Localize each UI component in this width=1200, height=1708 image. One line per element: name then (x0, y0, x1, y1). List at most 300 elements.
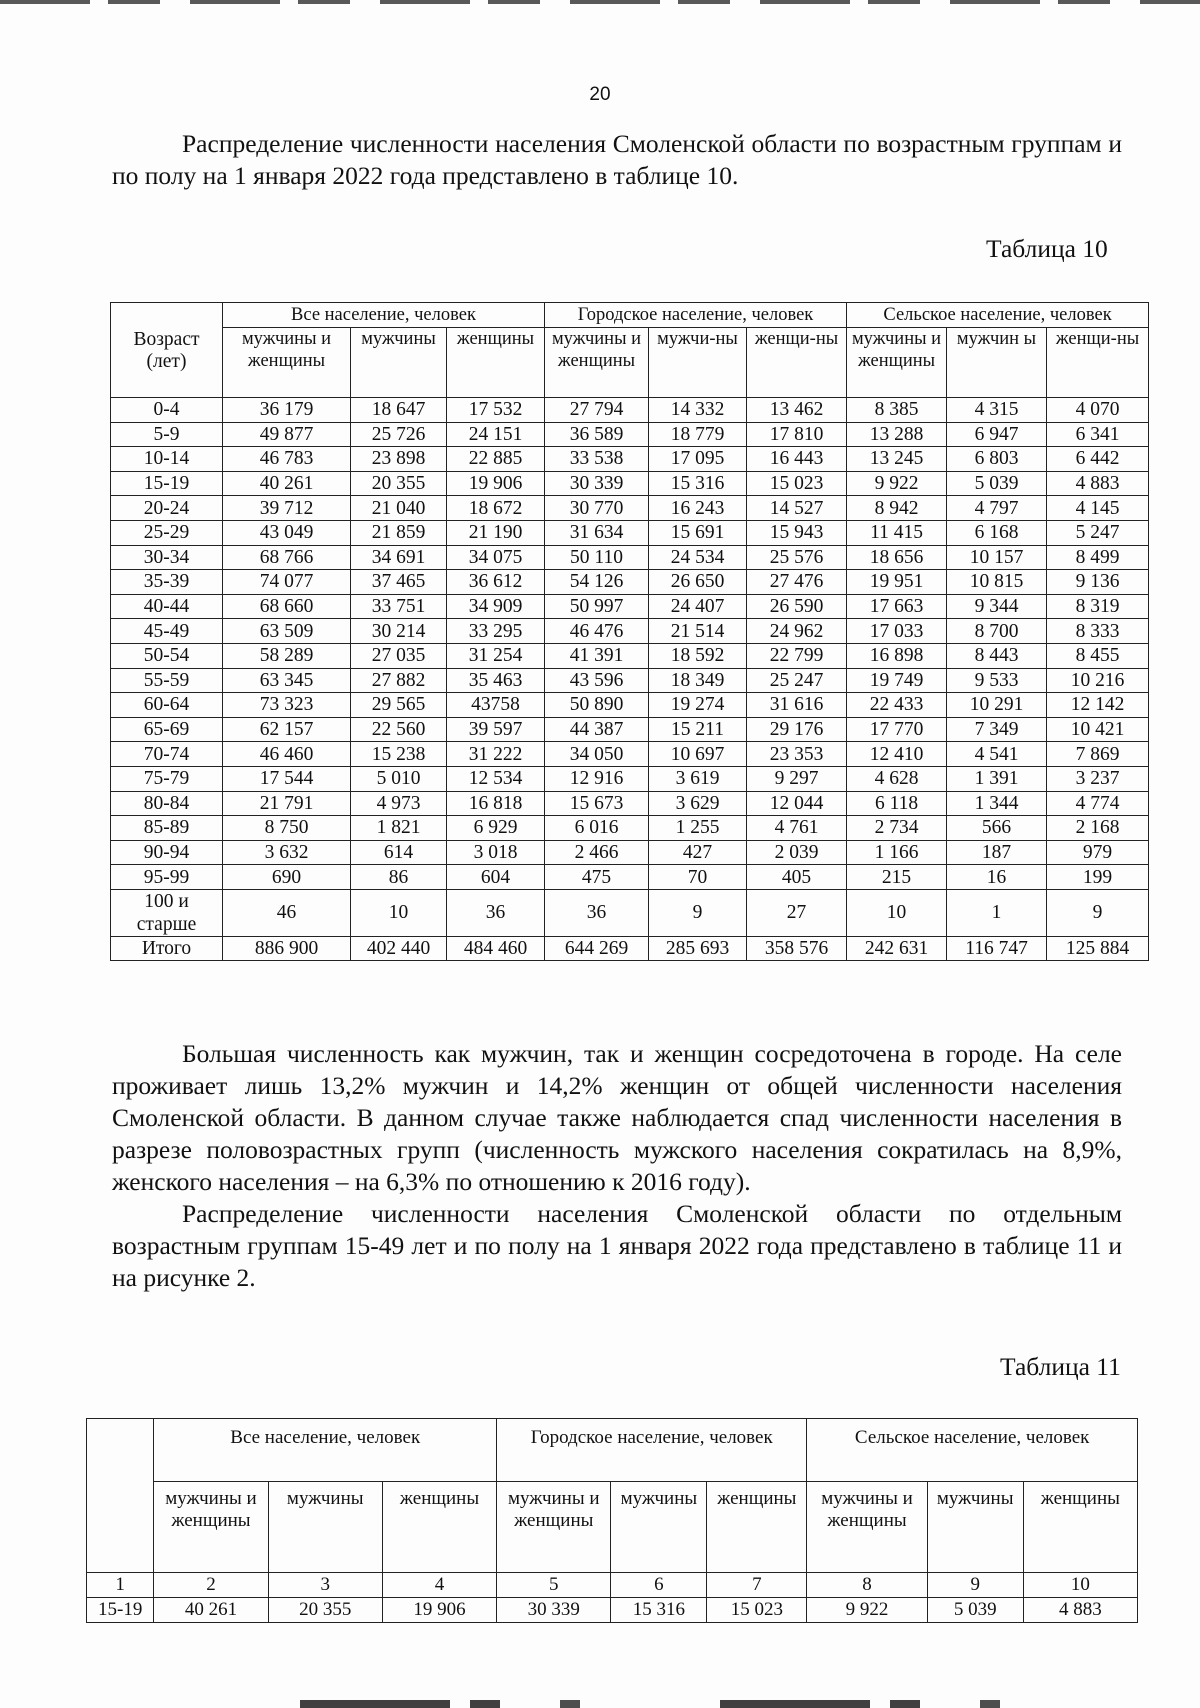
table-row (111, 865, 1149, 890)
subheader: женщины (447, 328, 545, 398)
value-cell: 1 821 (351, 816, 447, 841)
value-cell: 20 355 (351, 471, 447, 496)
value-cell: 70 (649, 865, 747, 890)
value-cell: 10 157 (947, 545, 1047, 570)
paragraph-urban-rural: Большая численность как мужчин, так и женщин сосредоточена в городе. На селе проживает лишь 13,2% мужчин и 14,2% женщин от общей численности населения Смоленской области. В данном случае также наблюдается спад численности населения в разрезе половозрастных групп (численность мужского населения сократилась на 8,9%, женского населения – на 6,3% по отношению к 2016 году). (112, 1039, 1122, 1196)
value-cell: 10 (847, 889, 947, 936)
table-row (111, 545, 1149, 570)
age-group-cell: Итого (111, 936, 223, 961)
value-cell: 2 168 (1047, 816, 1149, 841)
value-cell: 1 166 (847, 840, 947, 865)
value-cell: 54 126 (545, 570, 649, 595)
value-cell: 979 (1047, 840, 1149, 865)
value-cell: 4 883 (1047, 471, 1149, 496)
value-cell: 21 859 (351, 520, 447, 545)
value-cell: 9 136 (1047, 570, 1149, 595)
value-cell: 31 222 (447, 742, 545, 767)
value-cell: 2 466 (545, 840, 649, 865)
value-cell: 2 734 (847, 816, 947, 841)
subheader: мужчины и женщины (807, 1482, 927, 1573)
column-number: 3 (268, 1573, 382, 1598)
value-cell: 49 877 (223, 422, 351, 447)
age-group-cell: 55-59 (111, 668, 223, 693)
table-row (111, 471, 1149, 496)
value-cell: 31 616 (747, 693, 847, 718)
page-number: 20 (589, 84, 611, 105)
value-cell: 19 749 (847, 668, 947, 693)
age-group-cell: 45-49 (111, 619, 223, 644)
value-cell: 475 (545, 865, 649, 890)
value-cell: 4 973 (351, 791, 447, 816)
value-cell: 58 289 (223, 643, 351, 668)
value-cell: 29 565 (351, 693, 447, 718)
value-cell: 31 254 (447, 643, 545, 668)
column-number: 8 (807, 1573, 927, 1598)
value-cell: 8 443 (947, 643, 1047, 668)
paragraph-table11-intro: Распределение численности населения Смоленской области по отдельным возрастным группам 15-49 лет и по полу на 1 января 2022 года представлено в таблице 11 и на рисунке 2. (112, 1199, 1122, 1292)
value-cell: 21 514 (649, 619, 747, 644)
value-cell: 17 532 (447, 398, 545, 423)
subheader: женщины (1023, 1482, 1137, 1573)
value-cell: 15 023 (747, 471, 847, 496)
value-cell: 68 660 (223, 594, 351, 619)
table-row (87, 1598, 1138, 1623)
value-cell: 1 255 (649, 816, 747, 841)
value-cell: 73 323 (223, 693, 351, 718)
value-cell: 40 261 (223, 471, 351, 496)
group-header-total: Все население, человек (223, 303, 545, 328)
value-cell: 74 077 (223, 570, 351, 595)
value-cell: 29 176 (747, 717, 847, 742)
age-group-cell: 60-64 (111, 693, 223, 718)
value-cell: 16 818 (447, 791, 545, 816)
value-cell: 6 803 (947, 447, 1047, 472)
age-group-cell: 20-24 (111, 496, 223, 521)
column-number: 5 (497, 1573, 611, 1598)
value-cell: 187 (947, 840, 1047, 865)
age-group-cell: 10-14 (111, 447, 223, 472)
group-header-total: Все население, человек (154, 1419, 497, 1482)
value-cell: 30 770 (545, 496, 649, 521)
value-cell: 39 597 (447, 717, 545, 742)
value-cell: 405 (747, 865, 847, 890)
age-group-cell: 90-94 (111, 840, 223, 865)
value-cell: 33 538 (545, 447, 649, 472)
value-cell: 4 628 (847, 766, 947, 791)
value-cell: 21 040 (351, 496, 447, 521)
value-cell: 8 385 (847, 398, 947, 423)
value-cell: 4 761 (747, 816, 847, 841)
value-cell: 5 247 (1047, 520, 1149, 545)
table-total-row (111, 936, 1149, 961)
value-cell: 23 898 (351, 447, 447, 472)
table-row (111, 422, 1149, 447)
table-row (111, 447, 1149, 472)
value-cell: 16 898 (847, 643, 947, 668)
subheader: мужчин ы (947, 328, 1047, 398)
value-cell: 19 906 (447, 471, 545, 496)
value-cell: 9 297 (747, 766, 847, 791)
value-cell: 15 316 (649, 471, 747, 496)
value-cell: 34 050 (545, 742, 649, 767)
value-cell: 17 095 (649, 447, 747, 472)
value-cell: 614 (351, 840, 447, 865)
column-number: 10 (1023, 1573, 1137, 1598)
value-cell: 17 810 (747, 422, 847, 447)
value-cell: 10 815 (947, 570, 1047, 595)
value-cell: 12 410 (847, 742, 947, 767)
value-cell: 6 016 (545, 816, 649, 841)
value-cell: 4 315 (947, 398, 1047, 423)
value-cell: 18 779 (649, 422, 747, 447)
value-cell: 43 049 (223, 520, 351, 545)
value-cell: 8 455 (1047, 643, 1149, 668)
group-header-rural: Сельское население, человек (847, 303, 1149, 328)
value-cell: 8 499 (1047, 545, 1149, 570)
value-cell: 40 261 (154, 1598, 268, 1623)
value-cell: 19 906 (382, 1598, 496, 1623)
value-cell: 1 (947, 889, 1047, 936)
value-cell: 8 700 (947, 619, 1047, 644)
group-header-rural: Сельское население, человек (807, 1419, 1138, 1482)
value-cell: 16 243 (649, 496, 747, 521)
table-row (111, 619, 1149, 644)
value-cell: 46 783 (223, 447, 351, 472)
value-cell: 46 460 (223, 742, 351, 767)
value-cell: 41 391 (545, 643, 649, 668)
value-cell: 46 476 (545, 619, 649, 644)
age-group-cell: 25-29 (111, 520, 223, 545)
table-row (111, 766, 1149, 791)
value-cell: 690 (223, 865, 351, 890)
column-number-row (87, 1573, 1138, 1598)
value-cell: 1 344 (947, 791, 1047, 816)
value-cell: 27 (747, 889, 847, 936)
value-cell: 34 909 (447, 594, 545, 619)
value-cell: 125 884 (1047, 936, 1149, 961)
value-cell: 17 663 (847, 594, 947, 619)
value-cell: 10 421 (1047, 717, 1149, 742)
value-cell: 50 110 (545, 545, 649, 570)
value-cell: 36 612 (447, 570, 545, 595)
value-cell: 3 018 (447, 840, 545, 865)
table-row (111, 398, 1149, 423)
column-number: 9 (927, 1573, 1023, 1598)
value-cell: 22 885 (447, 447, 545, 472)
value-cell: 11 415 (847, 520, 947, 545)
value-cell: 4 145 (1047, 496, 1149, 521)
value-cell: 18 672 (447, 496, 545, 521)
value-cell: 19 951 (847, 570, 947, 595)
column-number: 6 (611, 1573, 707, 1598)
value-cell: 10 697 (649, 742, 747, 767)
table-row (111, 496, 1149, 521)
value-cell: 50 890 (545, 693, 649, 718)
value-cell: 27 794 (545, 398, 649, 423)
value-cell: 36 179 (223, 398, 351, 423)
value-cell: 68 766 (223, 545, 351, 570)
subheader: мужчины и женщины (497, 1482, 611, 1573)
subheader: мужчины и женщины (154, 1482, 268, 1573)
value-cell: 6 929 (447, 816, 545, 841)
value-cell: 23 353 (747, 742, 847, 767)
value-cell: 3 632 (223, 840, 351, 865)
value-cell: 63 345 (223, 668, 351, 693)
age-group-cell: 15-19 (111, 471, 223, 496)
age-group-cell: 0-4 (111, 398, 223, 423)
value-cell: 33 751 (351, 594, 447, 619)
table-row (111, 668, 1149, 693)
value-cell: 7 349 (947, 717, 1047, 742)
value-cell: 2 039 (747, 840, 847, 865)
scan-artifact-top (0, 0, 1200, 4)
value-cell: 199 (1047, 865, 1149, 890)
age-group-cell: 5-9 (111, 422, 223, 447)
value-cell: 3 629 (649, 791, 747, 816)
value-cell: 22 799 (747, 643, 847, 668)
value-cell: 27 035 (351, 643, 447, 668)
table10-caption: Таблица 10 (986, 234, 1108, 263)
value-cell: 24 534 (649, 545, 747, 570)
value-cell: 15 691 (649, 520, 747, 545)
value-cell: 13 462 (747, 398, 847, 423)
value-cell: 4 070 (1047, 398, 1149, 423)
value-cell: 34 691 (351, 545, 447, 570)
value-cell: 18 349 (649, 668, 747, 693)
table-row (111, 570, 1149, 595)
scan-artifact-bottom (300, 1700, 1120, 1708)
age-group-cell: 40-44 (111, 594, 223, 619)
value-cell: 16 443 (747, 447, 847, 472)
value-cell: 5 039 (947, 471, 1047, 496)
value-cell: 5 010 (351, 766, 447, 791)
value-cell: 402 440 (351, 936, 447, 961)
group-header-urban: Городское население, человек (497, 1419, 807, 1482)
value-cell: 15 211 (649, 717, 747, 742)
subheader: мужчины и женщины (545, 328, 649, 398)
value-cell: 26 590 (747, 594, 847, 619)
value-cell: 14 527 (747, 496, 847, 521)
value-cell: 31 634 (545, 520, 649, 545)
value-cell: 10 291 (947, 693, 1047, 718)
value-cell: 886 900 (223, 936, 351, 961)
table-row (111, 889, 1149, 936)
value-cell: 5 039 (927, 1598, 1023, 1623)
value-cell: 12 044 (747, 791, 847, 816)
age-group-cell: 100 и старше (111, 889, 223, 936)
table11-corner (87, 1419, 154, 1573)
value-cell: 21 791 (223, 791, 351, 816)
table10 (110, 302, 1149, 961)
value-cell: 46 (223, 889, 351, 936)
subheader: мужчины (611, 1482, 707, 1573)
value-cell: 18 592 (649, 643, 747, 668)
value-cell: 427 (649, 840, 747, 865)
value-cell: 22 560 (351, 717, 447, 742)
value-cell: 8 333 (1047, 619, 1149, 644)
value-cell: 39 712 (223, 496, 351, 521)
value-cell: 8 942 (847, 496, 947, 521)
value-cell: 17 770 (847, 717, 947, 742)
value-cell: 3 619 (649, 766, 747, 791)
value-cell: 63 509 (223, 619, 351, 644)
value-cell: 12 534 (447, 766, 545, 791)
age-group-cell: 30-34 (111, 545, 223, 570)
value-cell: 4 541 (947, 742, 1047, 767)
subheader: мужчины и женщины (223, 328, 351, 398)
value-cell: 26 650 (649, 570, 747, 595)
value-cell: 1 391 (947, 766, 1047, 791)
table-row (111, 791, 1149, 816)
table11 (86, 1418, 1138, 1623)
value-cell: 34 075 (447, 545, 545, 570)
value-cell: 36 589 (545, 422, 649, 447)
value-cell: 18 656 (847, 545, 947, 570)
column-number: 2 (154, 1573, 268, 1598)
value-cell: 17 033 (847, 619, 947, 644)
value-cell: 25 247 (747, 668, 847, 693)
value-cell: 36 (447, 889, 545, 936)
value-cell: 86 (351, 865, 447, 890)
table-row (111, 742, 1149, 767)
value-cell: 7 869 (1047, 742, 1149, 767)
subheader: мужчины (351, 328, 447, 398)
value-cell: 6 118 (847, 791, 947, 816)
value-cell: 6 947 (947, 422, 1047, 447)
value-cell: 50 997 (545, 594, 649, 619)
value-cell: 242 631 (847, 936, 947, 961)
value-cell: 30 339 (497, 1598, 611, 1623)
table-row (111, 693, 1149, 718)
age-group-cell: 95-99 (111, 865, 223, 890)
value-cell: 6 442 (1047, 447, 1149, 472)
value-cell: 17 544 (223, 766, 351, 791)
value-cell: 4 774 (1047, 791, 1149, 816)
value-cell: 12 142 (1047, 693, 1149, 718)
value-cell: 13 245 (847, 447, 947, 472)
value-cell: 24 962 (747, 619, 847, 644)
group-header-urban: Городское население, человек (545, 303, 847, 328)
value-cell: 30 214 (351, 619, 447, 644)
value-cell: 25 726 (351, 422, 447, 447)
age-group-cell: 15-19 (87, 1598, 154, 1623)
table-row (111, 717, 1149, 742)
table-row (111, 816, 1149, 841)
subheader: женщины (707, 1482, 807, 1573)
value-cell: 10 216 (1047, 668, 1149, 693)
age-group-cell: 85-89 (111, 816, 223, 841)
value-cell: 16 (947, 865, 1047, 890)
value-cell: 6 168 (947, 520, 1047, 545)
value-cell: 25 576 (747, 545, 847, 570)
value-cell: 24 407 (649, 594, 747, 619)
subheader: мужчины и женщины (847, 328, 947, 398)
value-cell: 9 922 (807, 1598, 927, 1623)
column-number: 7 (707, 1573, 807, 1598)
age-group-cell: 75-79 (111, 766, 223, 791)
value-cell: 9 344 (947, 594, 1047, 619)
value-cell: 9 922 (847, 471, 947, 496)
age-group-cell: 70-74 (111, 742, 223, 767)
value-cell: 6 341 (1047, 422, 1149, 447)
value-cell: 15 238 (351, 742, 447, 767)
value-cell: 215 (847, 865, 947, 890)
value-cell: 9 (649, 889, 747, 936)
subheader: мужчи-ны (649, 328, 747, 398)
value-cell: 18 647 (351, 398, 447, 423)
intro-paragraph: Распределение численности населения Смоленской области по возрастным группам и по полу на 1 января 2022 года представлено в таблице 10. (112, 129, 1122, 190)
value-cell: 43 596 (545, 668, 649, 693)
age-group-cell: 50-54 (111, 643, 223, 668)
value-cell: 8 750 (223, 816, 351, 841)
value-cell: 30 339 (545, 471, 649, 496)
value-cell: 15 673 (545, 791, 649, 816)
value-cell: 21 190 (447, 520, 545, 545)
value-cell: 116 747 (947, 936, 1047, 961)
value-cell: 36 (545, 889, 649, 936)
value-cell: 43758 (447, 693, 545, 718)
age-group-cell: 65-69 (111, 717, 223, 742)
value-cell: 4 797 (947, 496, 1047, 521)
value-cell: 8 319 (1047, 594, 1149, 619)
value-cell: 12 916 (545, 766, 649, 791)
value-cell: 358 576 (747, 936, 847, 961)
value-cell: 15 023 (707, 1598, 807, 1623)
table-row (111, 520, 1149, 545)
value-cell: 14 332 (649, 398, 747, 423)
value-cell: 9 533 (947, 668, 1047, 693)
value-cell: 13 288 (847, 422, 947, 447)
value-cell: 44 387 (545, 717, 649, 742)
table-row (111, 594, 1149, 619)
value-cell: 37 465 (351, 570, 447, 595)
value-cell: 33 295 (447, 619, 545, 644)
value-cell: 20 355 (268, 1598, 382, 1623)
value-cell: 22 433 (847, 693, 947, 718)
age-header: Возраст (лет) (111, 303, 223, 398)
value-cell: 9 (1047, 889, 1149, 936)
value-cell: 19 274 (649, 693, 747, 718)
column-number: 4 (382, 1573, 496, 1598)
subheader: женщины (382, 1482, 496, 1573)
value-cell: 4 883 (1023, 1598, 1137, 1623)
value-cell: 27 476 (747, 570, 847, 595)
value-cell: 15 316 (611, 1598, 707, 1623)
column-number: 1 (87, 1573, 154, 1598)
value-cell: 15 943 (747, 520, 847, 545)
value-cell: 644 269 (545, 936, 649, 961)
value-cell: 24 151 (447, 422, 545, 447)
table-row (111, 643, 1149, 668)
subheader: женщи-ны (747, 328, 847, 398)
value-cell: 285 693 (649, 936, 747, 961)
value-cell: 62 157 (223, 717, 351, 742)
subheader: женщи-ны (1047, 328, 1149, 398)
value-cell: 484 460 (447, 936, 545, 961)
age-group-cell: 35-39 (111, 570, 223, 595)
value-cell: 3 237 (1047, 766, 1149, 791)
subheader: мужчины (268, 1482, 382, 1573)
table11-caption: Таблица 11 (1000, 1352, 1121, 1381)
age-group-cell: 80-84 (111, 791, 223, 816)
value-cell: 35 463 (447, 668, 545, 693)
table-row (111, 840, 1149, 865)
value-cell: 566 (947, 816, 1047, 841)
value-cell: 604 (447, 865, 545, 890)
value-cell: 27 882 (351, 668, 447, 693)
value-cell: 10 (351, 889, 447, 936)
subheader: мужчины (927, 1482, 1023, 1573)
